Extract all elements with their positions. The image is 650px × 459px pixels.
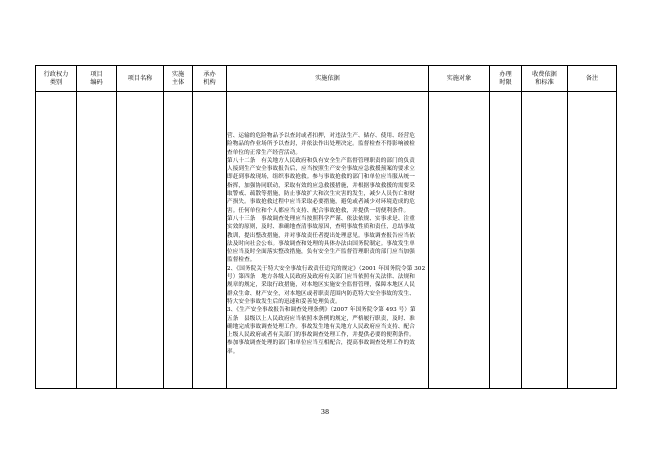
cell-remark	[568, 92, 617, 389]
header-basis: 实施依据	[227, 66, 429, 92]
basis-line: 产损失。事故抢救过程中应当采取必要措施，避免或者减少对环境造成的危	[227, 199, 415, 206]
cell-fee	[522, 92, 568, 389]
cell-subject	[164, 92, 193, 389]
basis-line: 参加事故调查处理的部门和单位应当互相配合，提高事故调查处理工作的效	[227, 340, 415, 347]
header-org: 承办 机构	[193, 66, 227, 92]
basis-line: 监督检查。	[227, 257, 256, 264]
basis-line: 第八十三条 事故调查处理应当按照科学严谨、依法依规、实事求是、注重	[227, 215, 415, 222]
header-row	[36, 66, 617, 92]
page-number: 38	[320, 408, 330, 416]
basis-line: 即赶到事故现场，组织事故抢救。参与事故抢救的部门和单位应当服从统一	[227, 174, 415, 181]
basis-text	[227, 132, 428, 356]
basis-line: 实效的原则，及时、准确地查清事故原因，查明事故性质和责任，总结事故	[227, 224, 415, 231]
cell-name	[117, 92, 164, 389]
basis-line: 特大安全事故发生后的迅速和妥善处理负责。	[227, 298, 341, 305]
basis-line: 确地完成事故调查处理工作。事故发生地有关地方人民政府应当支持、配合	[227, 323, 415, 330]
basis-line: 查单位的正常生产经营活动。	[227, 149, 302, 156]
basis-line: 3、《生产安全事故报告和调查处理条例》（2007 年国务院令第 493 号）第	[227, 307, 416, 314]
basis-line: 指挥，加强协同联动，采取有效的应急救援措施，并根据事故救援的需要采	[227, 182, 415, 189]
basis-line: 位应当及时全面落实整改措施，负有安全生产监督管理职责的部门应当加强	[227, 249, 415, 256]
header-subject: 实施 主体	[164, 66, 193, 92]
basis-line: 号）第四条 地方各级人民政府及政府有关部门应当依照有关法律、法规和	[227, 274, 415, 281]
basis-line: 营、运输的危险物品予以查封或者扣押，对违法生产、储存、使用、经营危	[227, 133, 415, 139]
table-row	[36, 92, 617, 389]
basis-line: 五条 县级以上人民政府应当依照本条例的规定，严格履行职责，及时、准	[227, 315, 415, 322]
cell-org	[193, 92, 227, 389]
header-name: 项目名称	[117, 66, 164, 92]
header-code: 项目 编码	[77, 66, 117, 92]
header-category: 行政权力 类别	[36, 66, 77, 92]
header-remark: 备注	[568, 66, 617, 92]
basis-line: 2、《国务院关于特大安全事故行政责任追究的规定》（2001 年国务院令第 302	[227, 265, 426, 272]
header-fee: 收费依据 和标准	[522, 66, 568, 92]
basis-line: 教训，提出整改措施，并对事故责任者提出处理意见。事故调查报告应当依	[227, 232, 415, 239]
basis-line: 取警戒、疏散等措施，防止事故扩大和次生灾害的发生，减少人员伤亡和财	[227, 191, 415, 198]
header-target: 实施对象	[429, 66, 490, 92]
basis-line: 法及时向社会公布。事故调查和处理的具体办法由国务院制定。事故发生单	[227, 240, 415, 247]
header-time: 办理 时限	[490, 66, 522, 92]
basis-line: 率。	[227, 348, 239, 355]
cell-time	[490, 92, 522, 389]
basis-line: 上级人民政府或者有关部门的事故调查处理工作，并提供必要的便利条件。	[227, 332, 415, 339]
document-sheet	[35, 65, 616, 389]
basis-line: 险物品的作业场所予以查封，并依法作出处理决定。监督检查不得影响被检	[227, 141, 415, 148]
cell-category	[36, 92, 77, 389]
basis-line: 群众生命、财产安全，对本地区或者职责范围内防范特大安全事故的发生、	[227, 290, 415, 297]
basis-line: 人接到生产安全事故报告后，应当按照生产安全事故应急救援预案的要求立	[227, 166, 415, 173]
cell-target	[429, 92, 490, 389]
basis-line: 害。任何单位和个人都应当支持、配合事故抢救，并提供一切便利条件。	[227, 207, 410, 214]
cell-basis	[227, 92, 429, 389]
basis-line: 规章的规定，采取行政措施，对本地区实施安全监督管理，保障本地区人民	[227, 282, 415, 289]
cell-code	[77, 92, 117, 389]
basis-line: 第八十二条 有关地方人民政府和负有安全生产监督管理职责的部门的负责	[227, 157, 415, 164]
power-list-table	[35, 65, 617, 389]
